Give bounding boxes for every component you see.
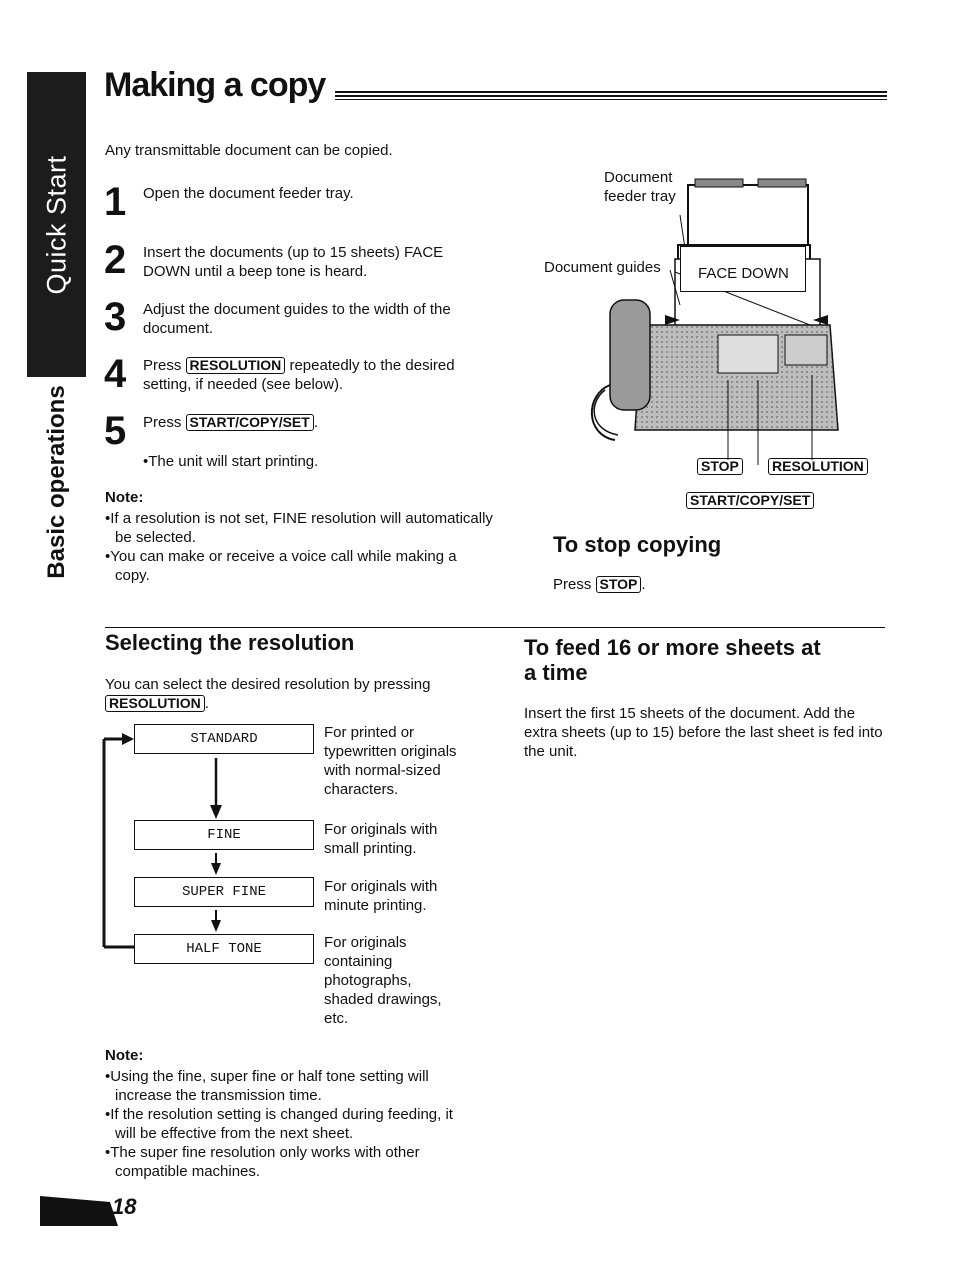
resolution-option-desc: For originals with minute printing. [324,878,438,914]
section-divider [105,627,885,628]
resolution-option-box: HALF TONE [134,934,314,964]
side-tab-quick-start [27,72,86,377]
step-number: 2 [104,238,127,282]
stop-key: STOP [697,458,743,475]
step-text [143,413,318,432]
resolution-option-box: SUPER FINE [134,877,314,907]
figure-keys [697,458,743,475]
stop-copying-heading: To stop copying [553,532,722,557]
feed-heading: To feed 16 or more sheets at a time [524,635,821,685]
face-down-label: FACE DOWN [698,265,789,282]
side-tab-basic-operations-label: Basic operations [42,385,70,579]
figure-label-guides: Document guides [544,259,661,276]
resolution-option-box: FINE [134,820,314,850]
step-post: repeatedly to the desired setting, if needed (see below). [143,357,455,393]
step-number: 3 [104,295,127,339]
figure-key-resolution-wrap [768,458,868,475]
note-list [105,509,495,585]
step-text: Adjust the document guides to the width of the document. [143,301,451,337]
page-number: 18 [112,1194,137,1219]
step-number: 5 [104,409,127,453]
side-tab-basic-operations [27,377,86,587]
note-item: •If a resolution is not set, FINE resolution will automatically be selected. [105,510,493,546]
page-number-block [40,1192,137,1228]
resolution-heading: Selecting the resolution [105,630,355,655]
step-pre: Press [143,414,182,431]
stop-post: . [641,576,646,593]
step-text: Open the document feeder tray. [143,185,354,202]
step-bullet: •The unit will start printing. [143,453,319,470]
resolution-option-desc: For printed or typewritten originals with normal-sized characters. [324,724,457,798]
step-number: 4 [104,352,127,396]
resolution-intro: You can select the desired resolution by pressing RESOLUTION . [105,676,431,712]
stop-pre: Press [553,576,592,593]
step-text [143,356,493,394]
figure-label-tray: Document feeder tray [604,169,676,205]
note-heading: Note: [105,489,144,506]
resolution-key: RESOLUTION [768,458,868,475]
step-number: 1 [104,180,127,224]
fax-machine-illustration [580,175,890,465]
resolution-intro-text: You can select the desired resolution by pressing [105,676,431,693]
note-item: •You can make or receive a voice call while making a copy. [105,548,457,584]
note-heading: Note: [105,1047,144,1064]
note-item: •The super fine resolution only works with other compatible machines. [105,1144,420,1180]
side-tab-quick-start-label: Quick Start [41,154,71,295]
resolution-option-box: STANDARD [134,724,314,754]
stop-key: STOP [596,576,642,593]
intro-text: Any transmittable document can be copied. [105,142,393,159]
note-item: •Using the fine, super fine or half tone setting will increase the transmission time. [105,1068,429,1104]
title-rule-3 [335,99,887,100]
note-item: •If the resolution setting is changed during feeding, it will be effective from the next sheet. [105,1106,453,1142]
face-down-label-box [680,246,806,292]
title-rule-2 [335,95,887,97]
title-rule [335,91,887,93]
start-copy-set-key: START/COPY/SET [686,492,814,509]
step-pre: Press [143,357,182,374]
figure-key-start-wrap [686,492,814,509]
resolution-option-desc: For originals with small printing. [324,821,438,857]
resolution-option-desc: For originals containing photographs, shaded drawings, etc. [324,934,442,1027]
page-title: Making a copy [104,66,326,104]
start-copy-set-key: START/COPY/SET [186,414,314,431]
stop-copying-text [553,575,646,594]
resolution-key: RESOLUTION [186,357,286,374]
note-list [105,1067,470,1181]
step-text: Insert the documents (up to 15 sheets) FACE DOWN until a beep tone is heard. [143,244,444,280]
feed-text: Insert the first 15 sheets of the document. Add the extra sheets (up to 15) before the last sheet is fed into the unit. [524,705,883,760]
resolution-key: RESOLUTION [105,695,205,712]
step-post: . [313,414,318,431]
